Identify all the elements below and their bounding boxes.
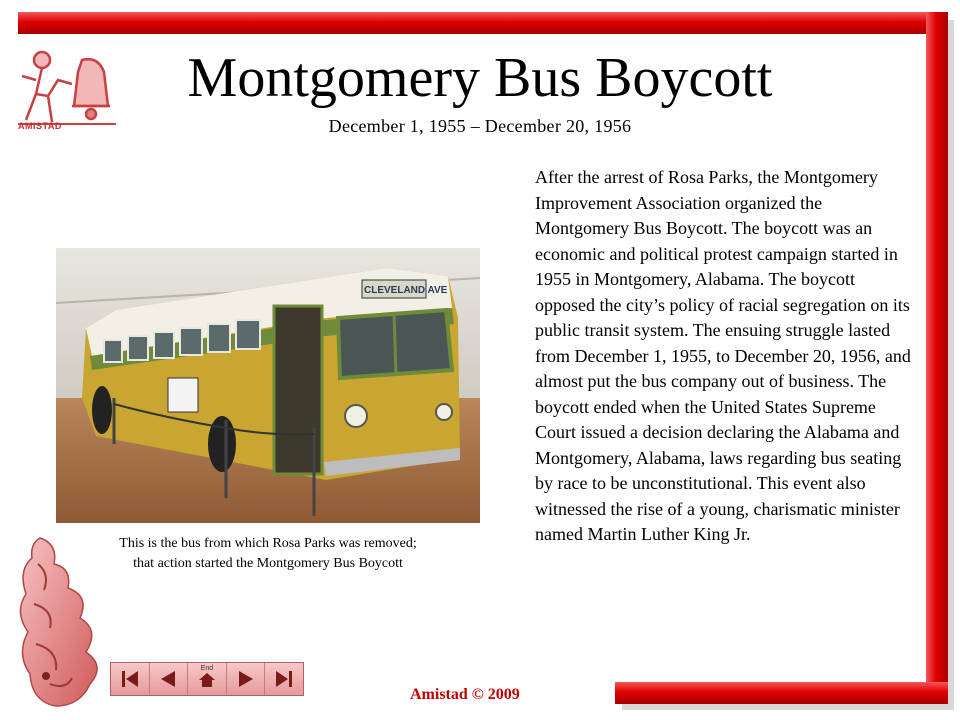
- end-label: End: [200, 665, 214, 672]
- frame-shadow: [622, 704, 954, 710]
- photo-caption: [56, 534, 480, 574]
- body-paragraph: After the arrest of Rosa Parks, the Montgomery Improvement Association organized the Montgomery Bus Boycott. The boycott was an economic and political protest campaign started in 1955 in Montgomery, Alabama. The boycott opposed the city’s policy of racial segregation on its public transit system. The ensuing struggle lasted from December 1, 1955, to December 20, 1956, and almost put the bus company out of business. The boycott ended when the United States Supreme Court issued a decision declaring the Alabama and Montgomery, Alabama, laws regarding bus seating by race to be unconstitutional. This event also witnessed the rise of a young, charismatic minister named Martin Luther King Jr.: [535, 167, 911, 544]
- slide-navigation-bar: [110, 662, 304, 696]
- bus-photo: [56, 248, 480, 523]
- skip-back-icon: [119, 668, 141, 690]
- previous-slide-button[interactable]: [150, 663, 189, 695]
- previous-arrow-icon: [157, 668, 179, 690]
- slide-subtitle: December 1, 1955 – December 20, 1956: [328, 116, 632, 136]
- bus-destination-sign: CLEVELAND AVE: [364, 285, 448, 296]
- next-arrow-icon: [235, 668, 257, 690]
- frame-top-bar: [18, 12, 948, 34]
- copyright-footer: Amistad © 2009: [410, 686, 520, 703]
- slide-title: Montgomery Bus Boycott: [187, 47, 773, 109]
- first-slide-button[interactable]: [111, 663, 150, 695]
- next-slide-button[interactable]: [227, 663, 266, 695]
- caption-line: This is the bus from which Rosa Parks was removed;: [119, 536, 417, 551]
- last-slide-button[interactable]: [265, 663, 303, 695]
- caption-line: that action started the Montgomery Bus Boycott: [133, 556, 403, 571]
- frame-bottom-bar: [615, 682, 948, 704]
- logo-caption: AMISTAD: [18, 121, 62, 131]
- skip-forward-icon: [273, 668, 295, 690]
- home-button[interactable]: [188, 663, 227, 695]
